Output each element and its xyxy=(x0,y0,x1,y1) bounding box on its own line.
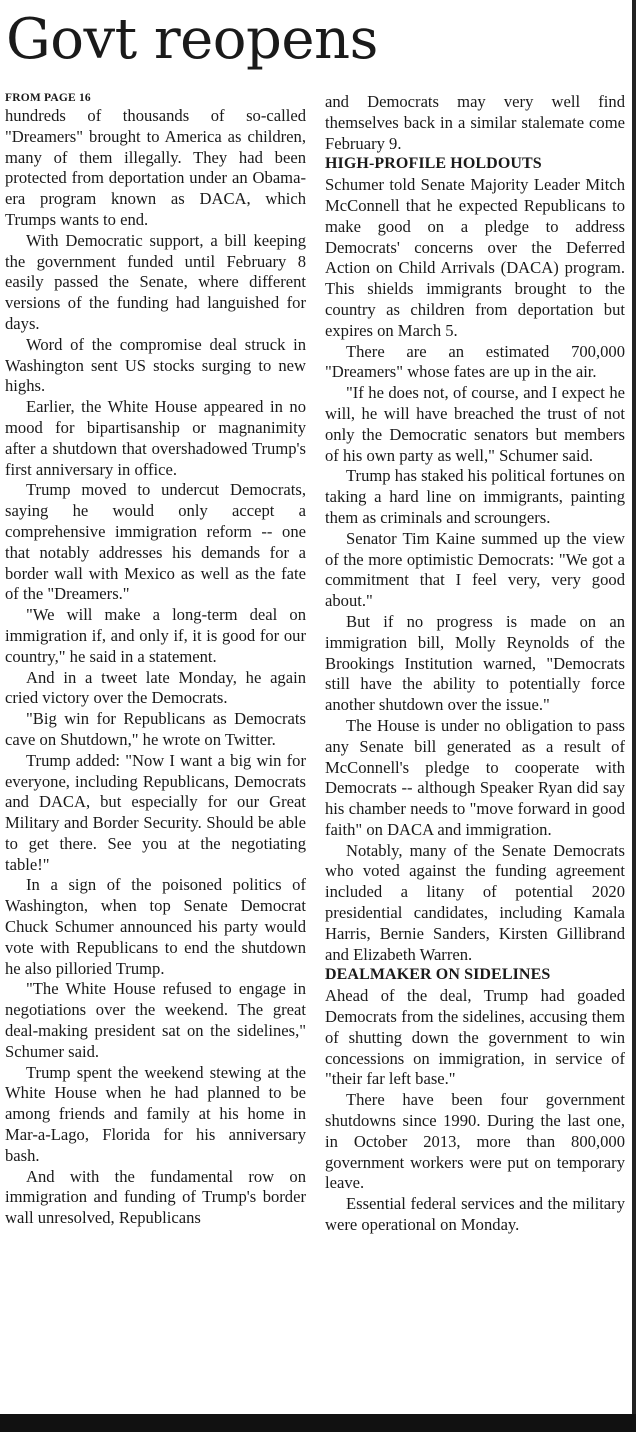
page-edge-bottom xyxy=(0,1414,636,1432)
paragraph: And with the fundamental row on immigration and funding of Trump's border wall unresolved, Republicans xyxy=(5,1166,306,1228)
paragraph: and Democrats may very well find themselves back in a similar stalemate come February 9. xyxy=(325,92,625,153)
left-column xyxy=(5,90,306,1414)
paragraph: hundreds of thousands of so-called "Dreamers" brought to America as children, many of them illegally. They had been protected from deportation under an Obama-era program known as DACA, which Trumps wants to end. xyxy=(5,106,306,229)
paragraph: "Big win for Republicans as Democrats cave on Shutdown," he wrote on Twitter. xyxy=(5,709,306,749)
paragraph: Schumer told Senate Majority Leader Mitch McConnell that he expected Republicans to make good on a pledge to address Democrats' concerns over the Deferred Action on Child Arrivals (DACA) program. This shields immigrants brought to the country as children from deportation but expires on March 5. xyxy=(325,175,625,340)
from-page-label: FROM PAGE 16 xyxy=(5,92,91,104)
paragraph: And in a tweet late Monday, he again cried victory over the Democrats. xyxy=(5,667,306,708)
paragraph: "If he does not, of course, and I expect he will, he will have breached the trust of not only the Democratic senators but members of his own party as well," Schumer said. xyxy=(325,383,625,465)
paragraph: Ahead of the deal, Trump had goaded Democrats from the sidelines, accusing them of shutting down the government to win concessions on immigration, in service of "their far left base." xyxy=(325,986,625,1089)
paragraph: There have been four government shutdowns since 1990. During the last one, in October 2013, more than 800,000 government workers were put on temporary leave. xyxy=(325,1090,625,1193)
subheading-high-profile-holdouts: HIGH-PROFILE HOLDOUTS xyxy=(325,155,542,173)
headline: Govt reopens xyxy=(6,7,378,72)
page-edge-right xyxy=(632,0,636,1432)
paragraph: With Democratic support, a bill keeping the government funded until February 8 easily passed the Senate, where different versions of the funding had languished for days. xyxy=(5,230,306,333)
paragraph: But if no progress is made on an immigration bill, Molly Reynolds of the Brookings Institution warned, "Democrats still have the ability to potentially force another shutdown over the issue." xyxy=(325,611,625,715)
paragraph: Trump has staked his political fortunes on taking a hard line on immigrants, painting them as criminals and scroungers. xyxy=(325,466,625,527)
paragraph: There are an estimated 700,000 "Dreamers" whose fates are up in the air. xyxy=(325,341,625,382)
paragraph: Earlier, the White House appeared in no mood for bipartisanship or magnanimity after a shutdown that overshadowed Trump's first anniversary in office. xyxy=(5,397,306,479)
subheading-dealmaker-on-sidelines: DEALMAKER ON SIDELINES xyxy=(325,966,551,984)
right-column xyxy=(325,92,625,1416)
paragraph: "We will make a long-term deal on immigration if, and only if, it is good for our country," he said in a statement. xyxy=(5,605,306,666)
paragraph: Trump spent the weekend stewing at the White House when he had planned to be among friends and family at his home in Mar-a-Lago, Florida for his anniversary bash. xyxy=(5,1062,306,1165)
paragraph: Notably, many of the Senate Democrats who voted against the funding agreement included a litany of potential 2020 presidential candidates, including Kamala Harris, Bernie Sanders, Kirsten Gillibrand and Elizabeth Warren. xyxy=(325,840,625,964)
paragraph: "The White House refused to engage in negotiations over the weekend. The great deal-making president sat on the sidelines," Schumer said. xyxy=(5,979,306,1061)
paragraph: The House is under no obligation to pass any Senate bill generated as a result of McConnell's pledge to cooperate with Democrats -- although Speaker Ryan did say his chamber needs to "move forward in good faith" on DACA and immigration. xyxy=(325,715,625,839)
paragraph: Word of the compromise deal struck in Washington sent US stocks surging to new highs. xyxy=(5,334,306,396)
paragraph: Essential federal services and the military were operational on Monday. xyxy=(325,1194,625,1235)
paragraph: Trump moved to undercut Democrats, saying he would only accept a comprehensive immigration reform -- one that notably addresses his demands for a border wall with Mexico as well as the fate of the "Dreamers." xyxy=(5,480,306,604)
paragraph: In a sign of the poisoned politics of Washington, when top Senate Democrat Chuck Schumer announced his party would vote with Republicans to end the shutdown he also pilloried Trump. xyxy=(5,875,306,978)
paragraph: Senator Tim Kaine summed up the view of the more optimistic Democrats: "We got a commitment that I feel very, very good about." xyxy=(325,528,625,611)
paragraph: Trump added: "Now I want a big win for everyone, including Republicans, Democrats and DACA, but especially for our Great Military and Border Security. Should be able to get there. See you at the negotiating table!" xyxy=(5,750,306,874)
